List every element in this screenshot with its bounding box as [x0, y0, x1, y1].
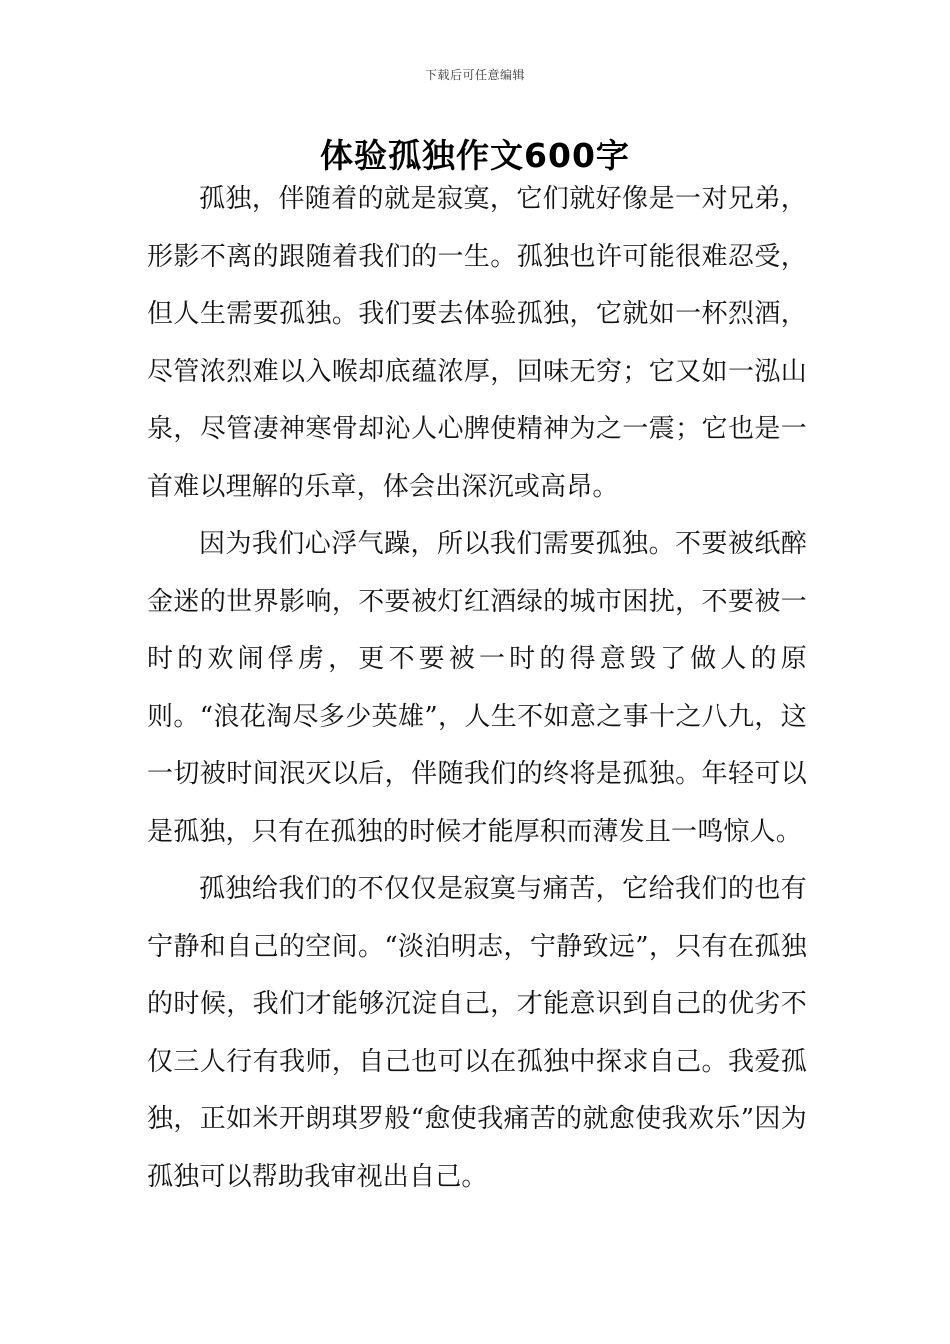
- paragraph: 孤独给我们的不仅仅是寂寞与痛苦，它给我们的也有宁静和自己的空间。“淡泊明志，宁静致远”，只有在孤独的时候，我们才能够沉淀自己，才能意识到自己的优劣不仅三人行有我师，自己也可以在孤独中探求自己。我爱孤独，正如米开朗琪罗般“愈使我痛苦的就愈使我欢乐”因为孤独可以帮助我审视出自己。: [147, 874, 807, 1192]
- paragraph: 孤独，伴随着的就是寂寞，它们就好像是一对兄弟，形影不离的跟随着我们的一生。孤独也许可能很难忍受，但人生需要孤独。我们要去体验孤独，它就如一杯烈酒，尽管浓烈难以入喉却底蕴浓厚，回味无穷；它又如一泓山泉，尽管凄神寒骨却沁人心脾使精神为之一震；它也是一首难以理解的乐章，体会出深沉或高昂。: [147, 184, 807, 502]
- header-note: 下载后可任意编辑: [424, 68, 525, 82]
- paragraph: 因为我们心浮气躁，所以我们需要孤独。不要被纸醉金迷的世界影响，不要被灯红酒绿的城市困扰，不要被一时的欢闹俘虏，更不要被一时的得意毁了做人的原则。“浪花淘尽多少英雄”，人生不如意之事十之八九，这一切被时间泯灭以后，伴随我们的终将是孤独。年轻可以是孤独，只有在孤独的时候才能厚积而薄发且一鸣惊人。: [147, 529, 807, 847]
- page-title: 体验孤独作文600字: [320, 136, 630, 175]
- article-body: [147, 171, 807, 1206]
